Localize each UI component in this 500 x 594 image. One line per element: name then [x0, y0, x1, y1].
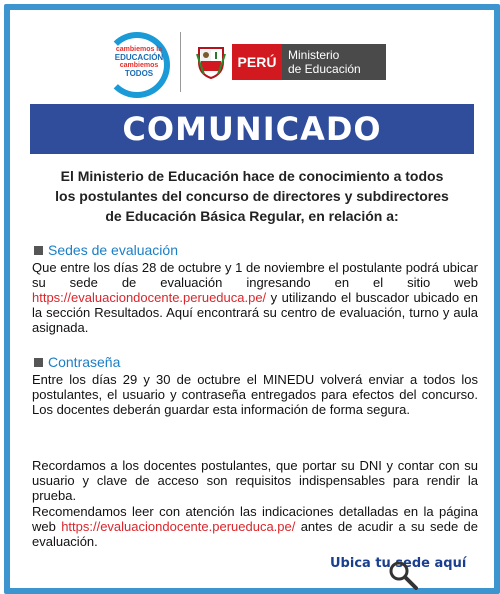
- header-divider: [180, 32, 181, 92]
- header: [10, 10, 494, 94]
- section-heading-password: [34, 354, 120, 370]
- recommendation-text: [32, 504, 478, 549]
- section-heading-venues: [34, 242, 178, 258]
- reminder-text: Recordamos a los docentes postulantes, que portar su DNI y contar con su usuario y clave de acceso son requisitos indispensables para rendir la prueba.: [32, 458, 478, 503]
- section-heading-text: Contraseña: [48, 354, 121, 370]
- intro-line: los postulantes del concurso de directores y subdirectores: [55, 188, 449, 204]
- ministry-line-1: Ministerio: [288, 48, 340, 62]
- intro-paragraph: [32, 166, 472, 226]
- square-bullet-icon: [34, 358, 43, 367]
- paragraph-text: Recomendamos leer con atención las indicaciones detalladas en la página web: [32, 504, 478, 534]
- section-password-text: Entre los días 29 y 30 de octubre el MINEDU volverá enviar a todos los postulantes, el usuario y contraseña entregados para efectos del concurso. Los docentes deberán guardar esta información de forma segura.: [32, 372, 478, 417]
- square-bullet-icon: [34, 246, 43, 255]
- section-heading-text: Sedes de evaluación: [48, 242, 178, 258]
- coat-of-arms-icon: [196, 44, 226, 80]
- education-logo-text: [106, 46, 172, 78]
- find-venue-link[interactable]: Ubica tu sede aquí: [330, 556, 467, 571]
- ministry-brand-box: [282, 44, 386, 80]
- communique-frame: [4, 4, 500, 594]
- paragraph-text: Que entre los días 28 de octubre y 1 de noviembre el postulante podrá ubicar su sede de evaluación ingresando en el sitio web: [32, 260, 478, 290]
- title-banner: COMUNICADO: [30, 104, 474, 154]
- magnifier-icon: [386, 558, 420, 592]
- section-venues-text: [32, 260, 478, 335]
- paragraph-text: y utilizando el buscador ubicado en la sección Resultados. Aquí encontrará su centro de evaluación, turno y aula asignada.: [32, 290, 478, 335]
- ministry-line-2: de Educación: [288, 62, 361, 76]
- logo-line-2: EDUCACIÓN: [114, 53, 164, 62]
- intro-line: El Ministerio de Educación hace de conocimiento a todos: [60, 168, 444, 184]
- logo-line-1: cambiemos la: [115, 46, 163, 53]
- logo-line-3: cambiemos: [119, 62, 159, 69]
- logo-line-4: TODOS: [124, 69, 154, 78]
- paragraph-text: antes de acudir a su sede de evaluación.: [32, 519, 478, 549]
- peru-brand-box: PERÚ: [232, 44, 282, 80]
- evaluation-site-link[interactable]: https://evaluaciondocente.perueduca.pe/: [32, 290, 267, 305]
- intro-line: de Educación Básica Regular, en relación a:: [105, 208, 399, 224]
- evaluation-site-link[interactable]: https://evaluaciondocente.perueduca.pe/: [61, 519, 296, 534]
